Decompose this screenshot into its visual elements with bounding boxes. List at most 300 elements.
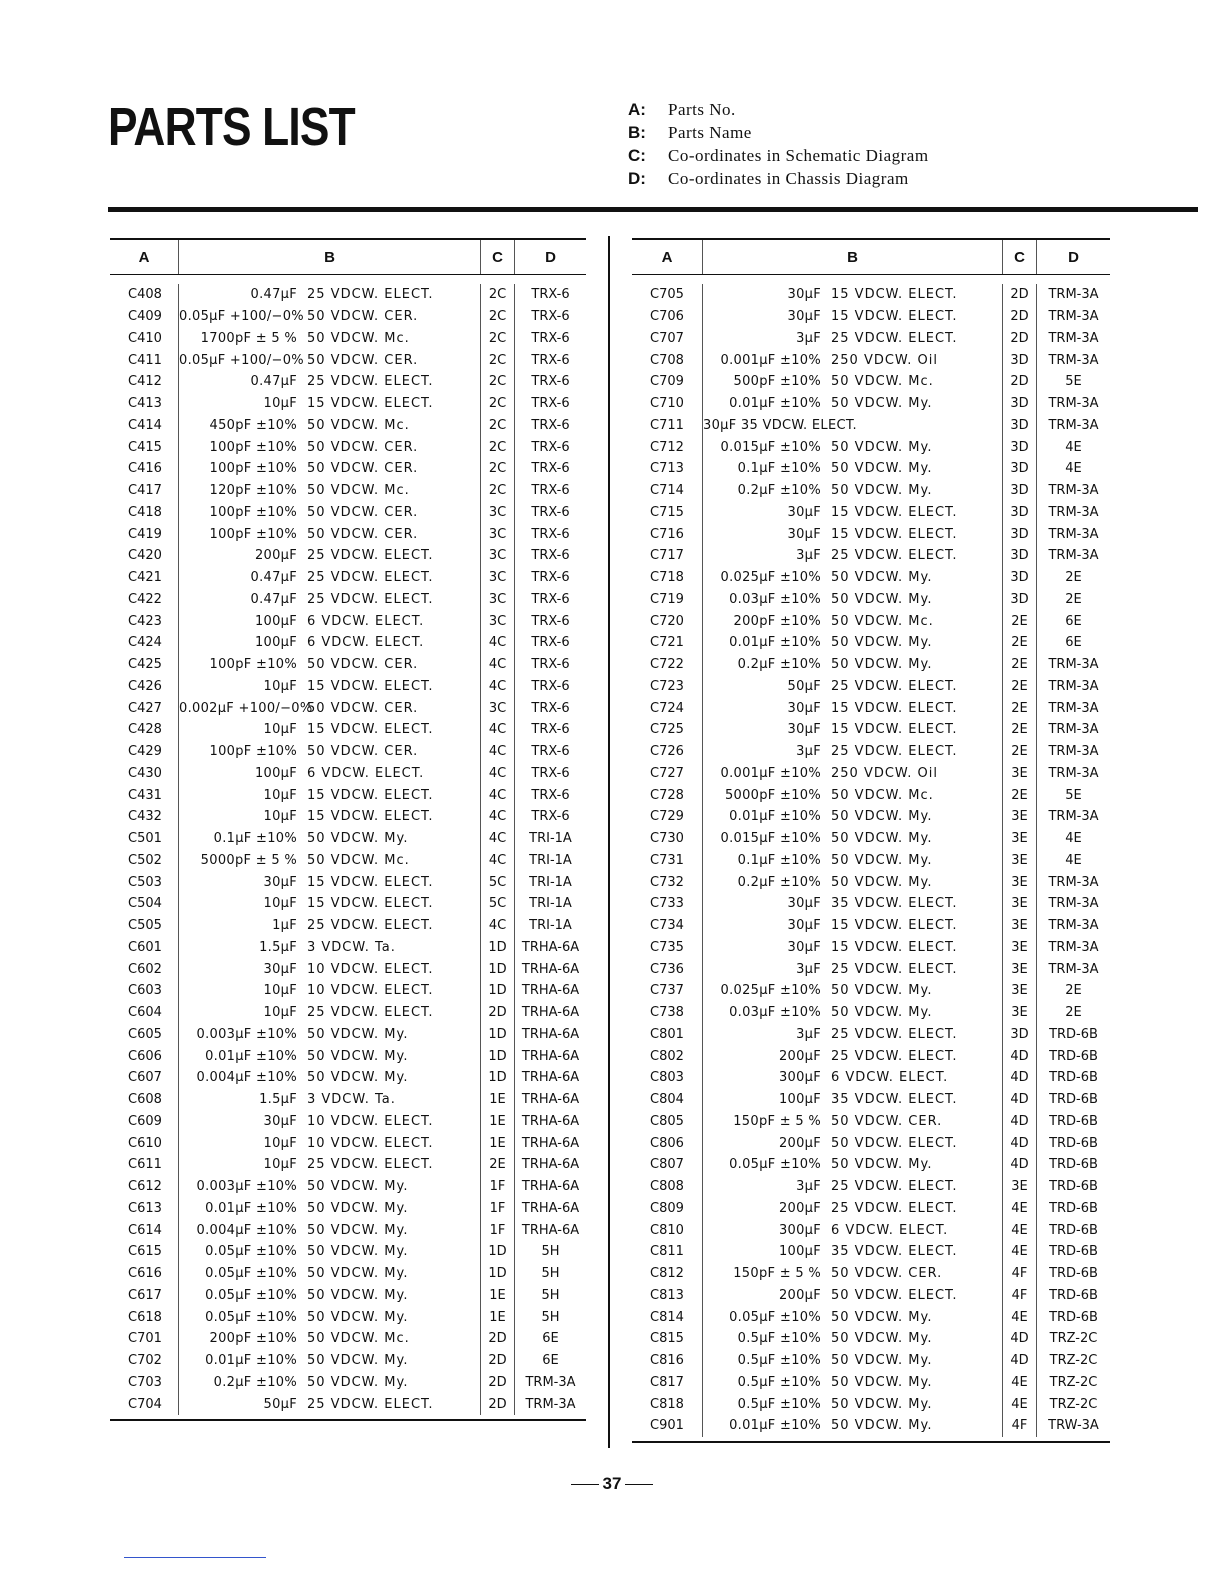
chassis-coord: TRM-3A [1036,871,1110,893]
part-spec: 50 VDCW. My. [831,635,933,651]
chassis-coord: TRX-6 [514,806,586,828]
table-row [632,1241,1110,1263]
part-value: 50μF [787,678,821,694]
part-name [702,1241,1002,1263]
part-number: C738 [650,1005,684,1021]
schematic-coord: 3E [1002,980,1036,1002]
schematic-coord: 1D [480,1067,514,1089]
chassis-coord: TRI-1A [514,915,586,937]
chassis-coord: TRW-3A [1036,1415,1110,1437]
part-number: C420 [128,548,162,564]
part-value: 0.1μF ±10% [737,852,821,868]
table-row [110,349,586,371]
part-name [178,610,480,632]
part-name [178,676,480,698]
part-spec: 50 VDCW. CER. [831,1113,943,1129]
part-number: C412 [128,374,162,390]
part-value: 0.47μF [250,591,297,607]
chassis-coord: 6E [1036,632,1110,654]
part-value: 450pF ±10% [209,417,297,433]
schematic-coord: 5C [480,871,514,893]
legend-item [628,167,929,190]
chassis-coord: TRX-6 [514,632,586,654]
part-number: C431 [128,787,162,803]
part-spec: 50 VDCW. My. [831,591,933,607]
part-number: C602 [128,961,162,977]
part-name [702,1372,1002,1394]
schematic-coord: 4E [1002,1241,1036,1263]
part-number: C706 [650,309,684,325]
chassis-coord: TRD-6B [1036,1198,1110,1220]
part-spec: 50 VDCW. My. [831,657,933,673]
legend-text: Parts No. [668,100,736,119]
part-name [178,741,480,763]
part-spec: 50 VDCW. My. [307,831,409,847]
part-name [702,393,1002,415]
part-value: 0.2μF ±10% [737,657,821,673]
schematic-coord: 3D [1002,349,1036,371]
part-value: 0.015μF ±10% [720,831,821,847]
table-row [632,1067,1110,1089]
part-name [178,1198,480,1220]
chassis-coord: TRM-3A [1036,502,1110,524]
table-row [110,1306,586,1328]
part-value: 3μF [796,1179,821,1195]
part-number: C430 [128,765,162,781]
schematic-coord: 3D [1002,458,1036,480]
table-row [632,545,1110,567]
part-value: 0.002μF +100/−0% [179,700,313,716]
schematic-coord: 3D [1002,436,1036,458]
part-spec: 6 VDCW. ELECT. [307,765,425,781]
part-name [702,523,1002,545]
part-name [702,1111,1002,1133]
schematic-coord: 4D [1002,1045,1036,1067]
part-name [178,349,480,371]
part-name [178,371,480,393]
chassis-coord: TRM-3A [1036,763,1110,785]
table-header [110,238,586,275]
part-value: 200μF [778,1048,821,1064]
part-value: 100pF ±10% [209,504,297,520]
part-spec: 25 VDCW. ELECT. [307,548,434,564]
chassis-coord: TRX-6 [514,545,586,567]
table-row [110,784,586,806]
part-value: 3μF [796,548,821,564]
part-value: 30μF [263,1113,297,1129]
part-value: 100μF [254,765,297,781]
part-spec: 3 VDCW. Ta. [307,939,396,955]
part-number: C618 [128,1309,162,1325]
chassis-coord: TRX-6 [514,697,586,719]
part-name [178,697,480,719]
part-name [178,893,480,915]
chassis-coord: TRX-6 [514,610,586,632]
part-number: C408 [128,287,162,303]
schematic-coord: 2C [480,328,514,350]
chassis-coord: 2E [1036,1002,1110,1024]
table-row [110,828,586,850]
table-row [632,458,1110,480]
part-name [178,1285,480,1307]
footer-line [124,1557,266,1558]
table-row [110,697,586,719]
chassis-coord: 4E [1036,850,1110,872]
part-number: C735 [650,939,684,955]
part-value: 0.05μF ±10% [729,1157,821,1173]
part-number: C410 [128,330,162,346]
part-spec: 15 VDCW. ELECT. [831,700,958,716]
schematic-coord: 4D [1002,1132,1036,1154]
part-number: C606 [128,1048,162,1064]
part-name [702,1198,1002,1220]
part-number: C418 [128,504,162,520]
chassis-coord: TRX-6 [514,567,586,589]
part-number: C718 [650,570,684,586]
part-spec: 35 VDCW. ELECT. [831,1244,958,1260]
chassis-coord: TRM-3A [1036,958,1110,980]
table-row [110,610,586,632]
table-row [110,1002,586,1024]
schematic-coord: 3E [1002,763,1036,785]
part-name [702,458,1002,480]
header-rule [108,207,1198,212]
part-value: 0.003μF ±10% [196,1179,297,1195]
table-row [110,415,586,437]
chassis-coord: TRI-1A [514,893,586,915]
table-row [110,1045,586,1067]
chassis-coord: TRM-3A [514,1372,586,1394]
part-spec: 15 VDCW. ELECT. [307,874,434,890]
table-row [110,1263,586,1285]
part-spec: 50 VDCW. Mc. [307,852,410,868]
table-row [632,415,1110,437]
table-row [110,1067,586,1089]
table-row [110,1176,586,1198]
part-number: C503 [128,874,162,890]
schematic-coord: 3D [1002,567,1036,589]
part-name [702,719,1002,741]
part-name [178,980,480,1002]
part-number: C611 [128,1157,162,1173]
part-number: C816 [650,1353,684,1369]
part-number: C817 [650,1374,684,1390]
part-number: C710 [650,396,684,412]
part-name [702,1089,1002,1111]
part-number: C409 [128,309,162,325]
part-number: C701 [128,1331,162,1347]
table-row [632,719,1110,741]
chassis-coord: TRX-6 [514,741,586,763]
table-row [110,371,586,393]
part-name [702,1350,1002,1372]
legend-key: B: [628,123,646,142]
part-number: C803 [650,1070,684,1086]
part-number: C426 [128,678,162,694]
schematic-coord: 2D [480,1372,514,1394]
part-name [178,589,480,611]
col-header-b: B [178,240,480,274]
chassis-coord: TRM-3A [1036,306,1110,328]
part-value: 200pF ±10% [209,1331,297,1347]
table-row [110,980,586,1002]
part-name [178,1132,480,1154]
part-spec: 50 VDCW. ELECT. [831,1135,958,1151]
table-row [110,1154,586,1176]
col-header-a: A [661,248,673,266]
part-spec: 50 VDCW. CER. [307,744,419,760]
schematic-coord: 2D [1002,306,1036,328]
part-number: C901 [650,1418,684,1434]
part-name [178,1350,480,1372]
part-spec: 50 VDCW. CER. [307,309,419,325]
part-name [178,850,480,872]
part-value: 0.2μF ±10% [737,874,821,890]
part-spec: 50 VDCW. My. [831,1005,933,1021]
table-row [632,850,1110,872]
chassis-coord: 5E [1036,371,1110,393]
part-value: 0.01μF ±10% [729,635,821,651]
schematic-coord: 2D [1002,328,1036,350]
part-value: 0.05μF ±10% [205,1244,297,1260]
part-name [178,828,480,850]
part-name [178,502,480,524]
part-number: C815 [650,1331,684,1347]
part-name [702,610,1002,632]
schematic-coord: 1D [480,1263,514,1285]
part-value: 10μF [263,1135,297,1151]
chassis-coord: TRD-6B [1036,1306,1110,1328]
part-spec: 25 VDCW. ELECT. [831,548,958,564]
part-spec: 25 VDCW. ELECT. [307,287,434,303]
chassis-coord: TRM-3A [1036,654,1110,676]
part-value: 0.05μF ±10% [205,1266,297,1282]
chassis-coord: TRD-6B [1036,1285,1110,1307]
table-row [110,1198,586,1220]
part-spec: 25 VDCW. ELECT. [831,744,958,760]
schematic-coord: 1D [480,980,514,1002]
legend-key: D: [628,169,646,188]
part-name [702,654,1002,676]
schematic-coord: 3D [1002,480,1036,502]
part-name [178,632,480,654]
part-value: 3μF [796,961,821,977]
part-value: 0.015μF ±10% [720,439,821,455]
chassis-coord: TRM-3A [1036,937,1110,959]
part-name [702,1132,1002,1154]
part-value: 100μF [778,1244,821,1260]
table-row [632,284,1110,306]
table-row [110,589,586,611]
part-value: 0.05μF ±10% [205,1287,297,1303]
part-name [178,654,480,676]
table-row [632,1350,1110,1372]
table-row [632,328,1110,350]
part-name [178,1002,480,1024]
schematic-coord: 4D [1002,1089,1036,1111]
part-name [702,545,1002,567]
part-spec: 50 VDCW. Mc. [831,374,934,390]
part-name [178,784,480,806]
table-row [110,915,586,937]
schematic-coord: 3E [1002,1176,1036,1198]
part-number: C427 [128,700,162,716]
part-number: C614 [128,1222,162,1238]
chassis-coord: 5H [514,1306,586,1328]
part-spec: 50 VDCW. My. [307,1309,409,1325]
part-name [702,741,1002,763]
part-spec: 15 VDCW. ELECT. [831,722,958,738]
table-body [110,275,586,1421]
schematic-coord: 1F [480,1219,514,1241]
part-value: 3μF [796,330,821,346]
part-spec: 6 VDCW. ELECT. [307,613,425,629]
schematic-coord: 4C [480,828,514,850]
schematic-coord: 3C [480,589,514,611]
part-spec: 50 VDCW. My. [307,1048,409,1064]
table-row [110,284,586,306]
part-spec: 50 VDCW. My. [831,1353,933,1369]
chassis-coord: TRM-3A [1036,523,1110,545]
part-name [178,937,480,959]
part-number: C713 [650,461,684,477]
part-name [178,719,480,741]
table-row [632,502,1110,524]
part-spec: 50 VDCW. My. [307,1266,409,1282]
table-row [632,1285,1110,1307]
part-spec: 50 VDCW. Mc. [831,613,934,629]
table-row [632,1089,1110,1111]
chassis-coord: TRX-6 [514,654,586,676]
schematic-coord: 4C [480,676,514,698]
chassis-coord: TRX-6 [514,328,586,350]
part-name [702,349,1002,371]
chassis-coord: TRZ-2C [1036,1393,1110,1415]
part-spec: 25 VDCW. ELECT. [831,330,958,346]
chassis-coord: 4E [1036,436,1110,458]
part-spec: 50 VDCW. My. [831,831,933,847]
schematic-coord: 2C [480,480,514,502]
part-name [702,850,1002,872]
part-value: 0.47μF [250,287,297,303]
chassis-coord: TRHA-6A [514,937,586,959]
chassis-coord: TRHA-6A [514,1067,586,1089]
chassis-coord: TRX-6 [514,763,586,785]
schematic-coord: 1D [480,958,514,980]
schematic-coord: 2C [480,284,514,306]
table-row [632,1415,1110,1437]
chassis-coord: 6E [514,1328,586,1350]
part-spec: 25 VDCW. ELECT. [307,1157,434,1173]
part-spec: 50 VDCW. My. [831,439,933,455]
part-name [702,1176,1002,1198]
part-number: C610 [128,1135,162,1151]
part-number: C413 [128,396,162,412]
chassis-coord: 4E [1036,828,1110,850]
part-value: 0.01μF ±10% [729,1418,821,1434]
chassis-coord: TRD-6B [1036,1024,1110,1046]
chassis-coord: TRD-6B [1036,1132,1110,1154]
part-value: 10μF [263,1005,297,1021]
col-header-c: C [480,240,514,274]
part-number: C605 [128,1026,162,1042]
table-row [632,1393,1110,1415]
table-row [110,1132,586,1154]
legend-text: Parts Name [668,123,752,142]
part-name [178,871,480,893]
part-spec: 15 VDCW. ELECT. [831,526,958,542]
part-spec: 50 VDCW. My. [307,1179,409,1195]
table-row [110,806,586,828]
part-number: C729 [650,809,684,825]
part-name [702,567,1002,589]
part-value: 0.025μF ±10% [720,983,821,999]
table-row [110,1241,586,1263]
schematic-coord: 1E [480,1132,514,1154]
part-name [178,306,480,328]
part-number: C707 [650,330,684,346]
table-row [632,1176,1110,1198]
col-header-a: A [138,248,150,266]
chassis-coord: 5E [1036,784,1110,806]
part-number: C608 [128,1092,162,1108]
schematic-coord: 2C [480,436,514,458]
part-number: C705 [650,287,684,303]
schematic-coord: 3E [1002,828,1036,850]
part-value: 0.01μF ±10% [205,1048,297,1064]
part-number: C421 [128,570,162,586]
page-number: 37 [560,1474,664,1494]
part-spec: 50 VDCW. My. [307,1200,409,1216]
part-value: 0.05μF +100/−0% [179,309,304,325]
part-spec: 50 VDCW. My. [831,1418,933,1434]
part-number: C716 [650,526,684,542]
part-value: 30μF [787,504,821,520]
part-number: C501 [128,831,162,847]
part-number: C813 [650,1287,684,1303]
schematic-coord: 3D [1002,589,1036,611]
schematic-coord: 2E [1002,719,1036,741]
schematic-coord: 2E [1002,676,1036,698]
part-spec: 50 VDCW. CER. [307,700,419,716]
part-spec: 50 VDCW. CER. [307,526,419,542]
part-value: 0.03μF ±10% [729,591,821,607]
schematic-coord: 3D [1002,1024,1036,1046]
chassis-coord: 5H [514,1241,586,1263]
part-value: 100pF ±10% [209,439,297,455]
part-value: 3μF [796,1026,821,1042]
table-row [632,893,1110,915]
part-value: 0.5μF ±10% [737,1353,821,1369]
table-row [110,1285,586,1307]
part-spec: 50 VDCW. ELECT. [831,1287,958,1303]
part-name [702,480,1002,502]
chassis-coord: TRZ-2C [1036,1328,1110,1350]
schematic-coord: 4D [1002,1328,1036,1350]
part-name [702,1154,1002,1176]
table-row [632,871,1110,893]
chassis-coord: TRHA-6A [514,958,586,980]
part-number: C711 [650,417,684,433]
schematic-coord: 3E [1002,1002,1036,1024]
chassis-coord: TRX-6 [514,784,586,806]
part-name [178,1219,480,1241]
chassis-coord: TRZ-2C [1036,1350,1110,1372]
part-name [702,893,1002,915]
table-row [632,654,1110,676]
part-spec: 50 VDCW. My. [307,1374,409,1390]
part-number: C719 [650,591,684,607]
